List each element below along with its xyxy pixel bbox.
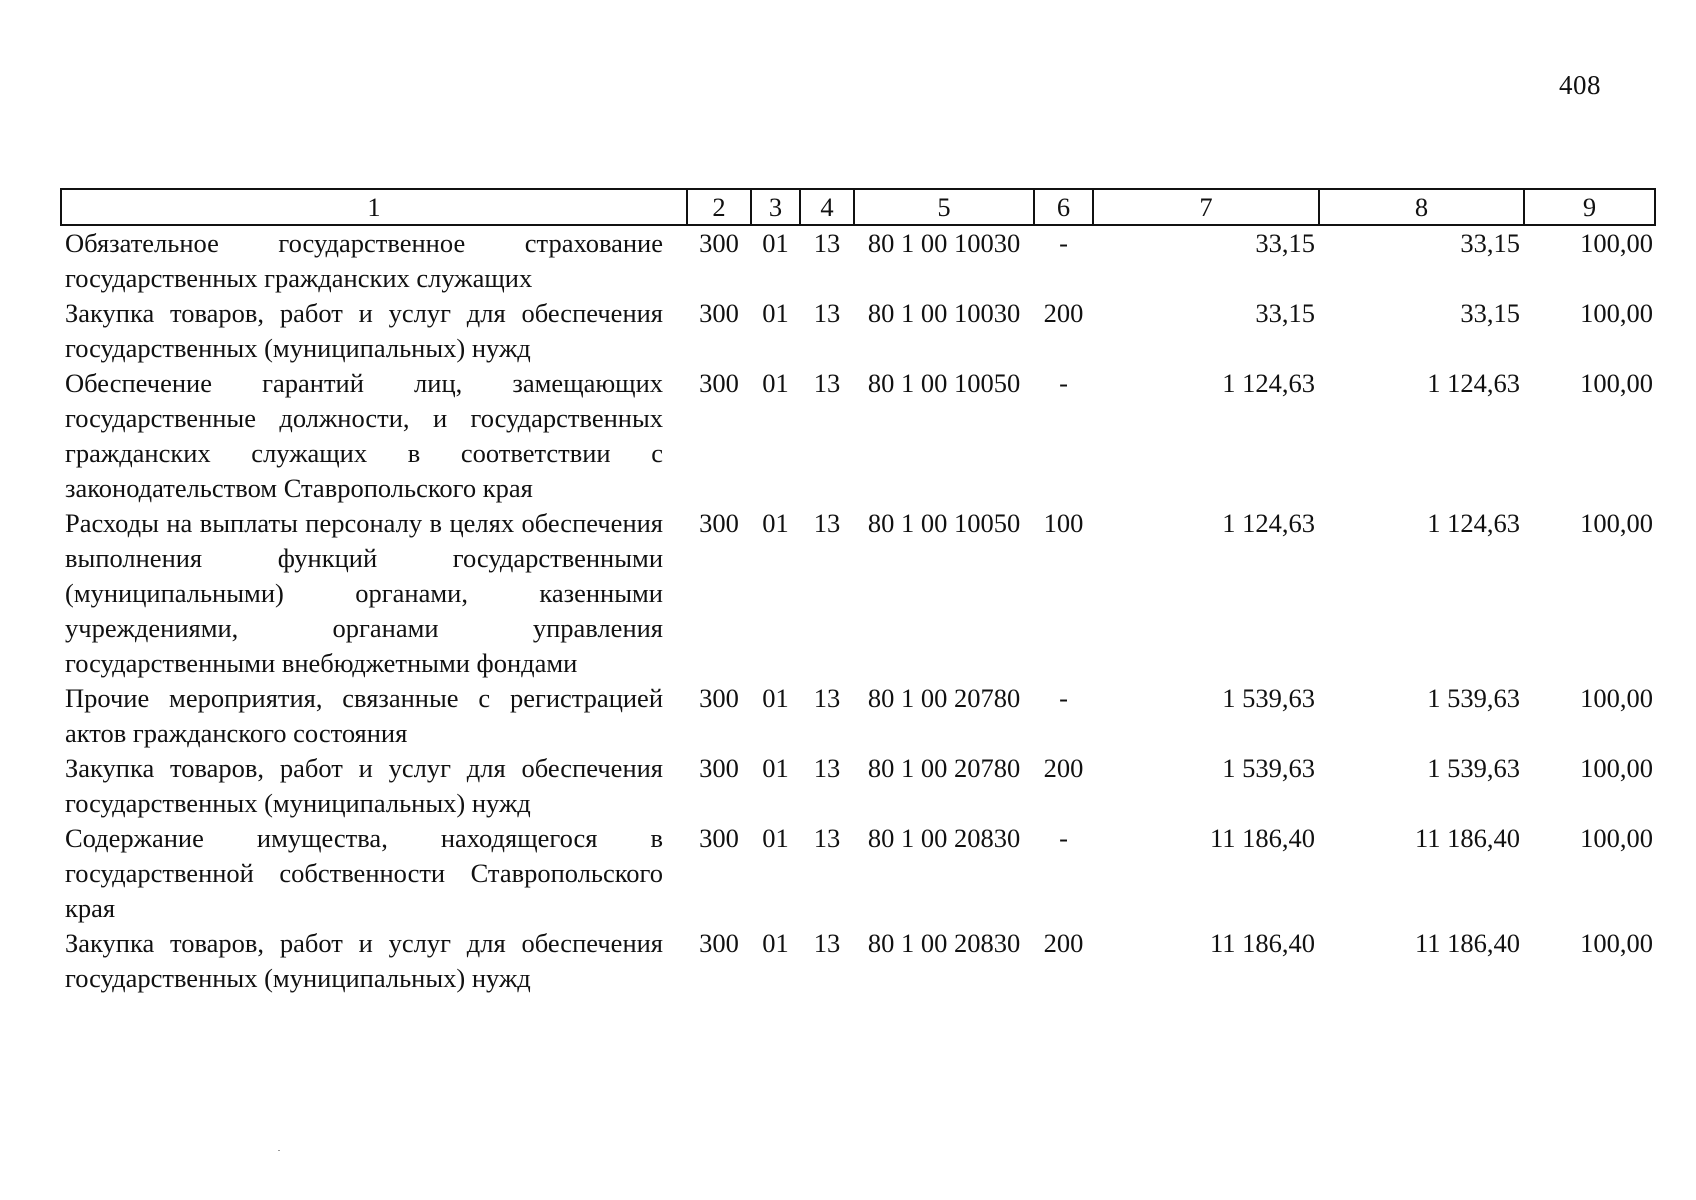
cell-col-4: 13 [813, 228, 841, 258]
cell-col-3: 01 [762, 928, 789, 958]
cell-col-5: 80 1 00 20780 [867, 683, 1021, 713]
cell-col-7: 11 186,40 [1209, 928, 1315, 958]
cell-col-7: 11 186,40 [1209, 823, 1315, 853]
cell-col-3: 01 [762, 228, 789, 258]
cell-col-2: 300 [699, 928, 739, 958]
cell-col-5: 80 1 00 10050 [867, 508, 1021, 538]
cell-col-3: 01 [762, 508, 789, 538]
table-row [61, 296, 1655, 366]
cell-col-6: - [1059, 368, 1068, 398]
table-body [61, 225, 1655, 996]
cell-col-6: 200 [1043, 928, 1084, 958]
cell-col-8: 1 124,63 [1427, 368, 1520, 398]
table-row [61, 225, 1655, 296]
cell-col-7: 1 124,63 [1222, 368, 1315, 398]
row-name: Прочие мероприятия, связанные с регистрацией актов гражданского состояния [65, 683, 663, 748]
table-row [61, 366, 1655, 506]
column-header-9: 9 [1524, 189, 1655, 225]
table-row [61, 681, 1655, 751]
page-number: 408 [1559, 70, 1601, 100]
cell-col-8: 33,15 [1460, 228, 1520, 258]
cell-col-9: 100,00 [1580, 228, 1653, 258]
cell-col-8: 11 186,40 [1414, 823, 1520, 853]
column-header-1: 1 [61, 189, 687, 225]
cell-col-5: 80 1 00 10050 [867, 368, 1021, 398]
cell-col-5: 80 1 00 20830 [867, 928, 1021, 958]
column-header-2: 2 [687, 189, 751, 225]
cell-col-2: 300 [699, 368, 739, 398]
cell-col-6: - [1059, 823, 1068, 853]
table-row [61, 821, 1655, 926]
cell-col-2: 300 [699, 508, 739, 538]
cell-col-9: 100,00 [1580, 508, 1653, 538]
cell-col-4: 13 [813, 928, 841, 958]
table-row [61, 926, 1655, 996]
cell-col-5: 80 1 00 20780 [867, 753, 1021, 783]
cell-col-4: 13 [813, 823, 841, 853]
cell-col-2: 300 [699, 228, 739, 258]
row-name: Расходы на выплаты персоналу в целях обеспечения выполнения функций государственными (муниципальными) органами, казенными учреждениями, органами управления государственными внебюджетными фондами [65, 508, 663, 678]
cell-col-3: 01 [762, 753, 789, 783]
cell-col-2: 300 [699, 823, 739, 853]
column-header-4: 4 [800, 189, 854, 225]
cell-col-4: 13 [813, 508, 841, 538]
cell-col-6: 100 [1043, 508, 1084, 538]
row-name: Содержание имущества, находящегося в государственной собственности Ставропольского края [65, 823, 663, 923]
cell-col-3: 01 [762, 823, 789, 853]
column-header-3: 3 [751, 189, 800, 225]
column-header-5: 5 [854, 189, 1034, 225]
cell-col-7: 1 539,63 [1222, 753, 1315, 783]
budget-table [60, 188, 1656, 996]
cell-col-9: 100,00 [1580, 298, 1653, 328]
column-header-8: 8 [1319, 189, 1524, 225]
cell-col-5: 80 1 00 10030 [867, 298, 1021, 328]
cell-col-4: 13 [813, 368, 841, 398]
row-name: Обязательное государственное страхование государственных гражданских служащих [65, 228, 663, 293]
table-row [61, 506, 1655, 681]
cell-col-6: 200 [1043, 298, 1084, 328]
cell-col-9: 100,00 [1580, 928, 1653, 958]
row-name: Закупка товаров, работ и услуг для обеспечения государственных (муниципальных) нужд [65, 753, 663, 818]
cell-col-3: 01 [762, 683, 789, 713]
cell-col-2: 300 [699, 683, 739, 713]
cell-col-8: 1 539,63 [1427, 683, 1520, 713]
table-row [61, 751, 1655, 821]
cell-col-8: 33,15 [1460, 298, 1520, 328]
header-row [61, 189, 1655, 225]
row-name: Закупка товаров, работ и услуг для обеспечения государственных (муниципальных) нужд [65, 298, 663, 363]
cell-col-9: 100,00 [1580, 368, 1653, 398]
cell-col-6: - [1059, 683, 1068, 713]
cell-col-3: 01 [762, 298, 789, 328]
cell-col-9: 100,00 [1580, 753, 1653, 783]
cell-col-8: 1 539,63 [1427, 753, 1520, 783]
cell-col-5: 80 1 00 10030 [867, 228, 1021, 258]
cell-col-7: 33,15 [1255, 228, 1315, 258]
cell-col-7: 1 539,63 [1222, 683, 1315, 713]
cell-col-6: - [1059, 228, 1068, 258]
column-header-6: 6 [1034, 189, 1093, 225]
cell-col-7: 1 124,63 [1222, 508, 1315, 538]
cell-col-8: 11 186,40 [1414, 928, 1520, 958]
column-header-7: 7 [1093, 189, 1319, 225]
cell-col-7: 33,15 [1255, 298, 1315, 328]
cell-col-2: 300 [699, 298, 739, 328]
table-header [61, 189, 1655, 225]
cell-col-9: 100,00 [1580, 823, 1653, 853]
cell-col-2: 300 [699, 753, 739, 783]
cell-col-4: 13 [813, 753, 841, 783]
cell-col-8: 1 124,63 [1427, 508, 1520, 538]
cell-col-3: 01 [762, 368, 789, 398]
row-name: Закупка товаров, работ и услуг для обеспечения государственных (муниципальных) нужд [65, 928, 663, 993]
scan-artifact [278, 1150, 280, 1151]
row-name: Обеспечение гарантий лиц, замещающих государственные должности, и государственных гражданских служащих в соответствии с законодательством Ставропольского края [65, 368, 663, 503]
cell-col-9: 100,00 [1580, 683, 1653, 713]
cell-col-4: 13 [813, 298, 841, 328]
cell-col-4: 13 [813, 683, 841, 713]
cell-col-6: 200 [1043, 753, 1084, 783]
cell-col-5: 80 1 00 20830 [867, 823, 1021, 853]
